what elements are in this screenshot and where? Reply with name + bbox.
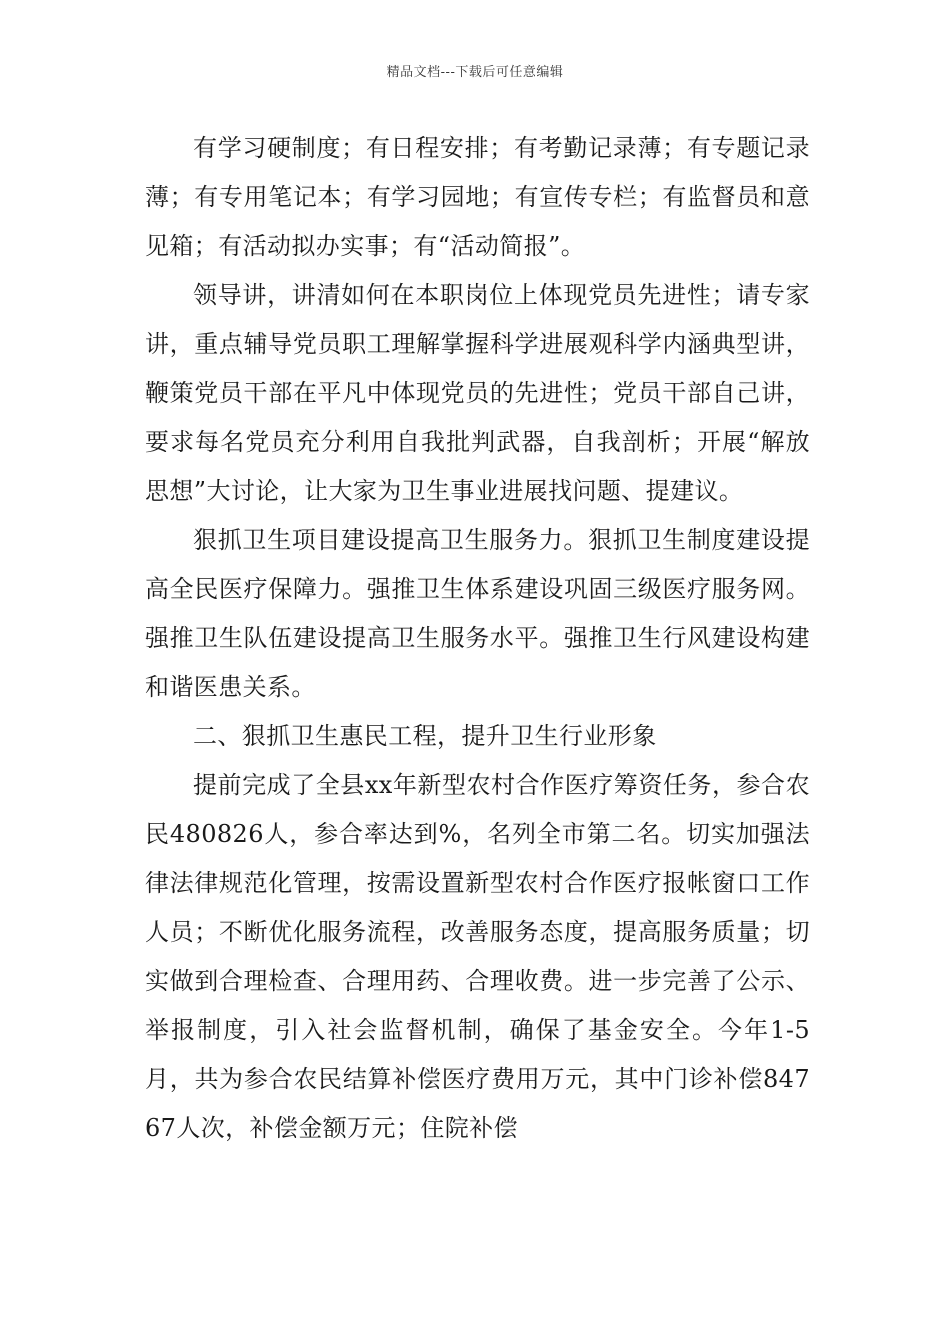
document-body <box>145 124 810 1153</box>
paragraph-study-system: 有学习硬制度；有日程安排；有考勤记录薄；有专题记录薄；有专用笔记本；有学习园地；有宣传专栏；有监督员和意见箱；有活动拟办实事；有“活动简报”。 <box>145 134 810 260</box>
section-heading: 二、狠抓卫生惠民工程，提升卫生行业形象 <box>193 722 657 750</box>
page-header: 精品文档---下载后可任意编辑 <box>386 65 564 80</box>
paragraph-cooperative-medical: 提前完成了全县xx年新型农村合作医疗筹资任务，参合农民480826人，参合率达到%，名列全市第二名。切实加强法律法律规范化管理，按需设置新型农村合作医疗报帐窗口工作人员；不断优化服务流程，改善服务态度，提高服务质量；切实做到合理检查、合理用药、合理收费。进一步完善了公示、举报制度，引入社会监督机制，确保了基金安全。今年1-5月，共为参合农民结算补偿医疗费用万元，其中门诊补偿84767人次，补偿金额万元；住院补偿 <box>145 771 810 1142</box>
paragraph-health-construction: 狠抓卫生项目建设提高卫生服务力。狠抓卫生制度建设提高全民医疗保障力。强推卫生体系建设巩固三级医疗服务网。强推卫生队伍建设提高卫生服务水平。强推卫生行风建设构建和谐医患关系。 <box>145 526 810 701</box>
paragraph-lectures: 领导讲，讲清如何在本职岗位上体现党员先进性；请专家讲，重点辅导党员职工理解掌握科学进展观科学内涵典型讲，鞭策党员干部在平凡中体现党员的先进性；党员干部自己讲，要求每名党员充分利用自我批判武器，自我剖析；开展“解放思想”大讨论，让大家为卫生事业进展找问题、提建议。 <box>145 281 810 505</box>
